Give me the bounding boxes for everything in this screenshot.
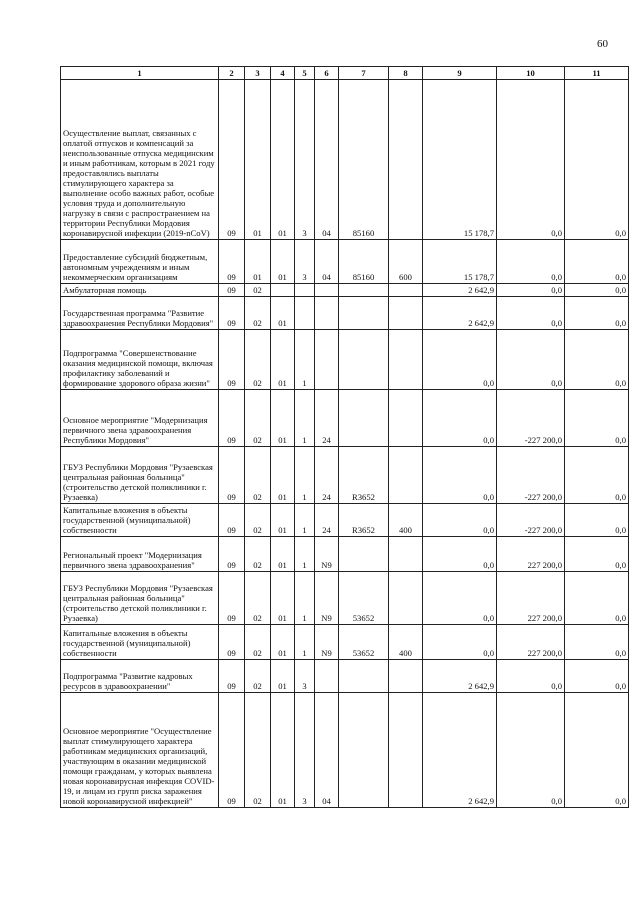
table-row [61,572,629,625]
cell-col-10: 227 200,0 [497,625,565,660]
column-header: 5 [295,67,315,80]
cell-col-4: 01 [271,693,295,808]
cell-col-8 [389,660,423,693]
table-row [61,297,629,330]
cell-col-11: 0,0 [565,80,629,240]
table-row [61,537,629,572]
cell-col-8: 600 [389,240,423,284]
cell-col-7 [339,693,389,808]
cell-col-8 [389,284,423,297]
table-row [61,80,629,240]
cell-col-2: 09 [219,504,245,537]
cell-col-4: 01 [271,504,295,537]
row-name: Подпрограмма "Развитие кадровых ресурсов в здравоохранении" [61,660,219,693]
cell-col-10: 0,0 [497,284,565,297]
cell-col-7: 53652 [339,572,389,625]
cell-col-11: 0,0 [565,447,629,504]
cell-col-10: 0,0 [497,693,565,808]
cell-col-7 [339,537,389,572]
cell-col-3: 02 [245,390,271,447]
cell-col-10: 0,0 [497,297,565,330]
cell-col-3: 02 [245,660,271,693]
cell-col-4: 01 [271,80,295,240]
column-header: 10 [497,67,565,80]
cell-col-6: 24 [315,390,339,447]
cell-col-3: 01 [245,240,271,284]
cell-col-7: 85160 [339,240,389,284]
column-header: 3 [245,67,271,80]
cell-col-11: 0,0 [565,240,629,284]
cell-col-6: N9 [315,572,339,625]
cell-col-4: 01 [271,537,295,572]
cell-col-3: 02 [245,447,271,504]
cell-col-5 [295,284,315,297]
cell-col-11: 0,0 [565,284,629,297]
row-name: Основное мероприятие "Осуществление выплат стимулирующего характера работникам медицинских организаций, участвующим в оказании медицинской помощи гражданам, у которых выявлена новая коронавирусная инфекция COVID-19, и лицам из групп риска заражения новой коронавирусной инфекцией" [61,693,219,808]
cell-col-2: 09 [219,537,245,572]
cell-col-7 [339,297,389,330]
cell-col-5 [295,297,315,330]
table-header-row [61,67,629,80]
cell-col-8 [389,572,423,625]
cell-col-5: 1 [295,447,315,504]
cell-col-11: 0,0 [565,504,629,537]
cell-col-7 [339,330,389,390]
row-name: Подпрограмма "Совершенствование оказания медицинской помощи, включая профилактику заболеваний и формирование здорового образа жизни" [61,330,219,390]
cell-col-10: -227 200,0 [497,447,565,504]
cell-col-10: 0,0 [497,80,565,240]
cell-col-6: 04 [315,240,339,284]
cell-col-10: 227 200,0 [497,537,565,572]
table-row [61,693,629,808]
cell-col-2: 09 [219,625,245,660]
cell-col-6: 24 [315,447,339,504]
table-row [61,660,629,693]
cell-col-9: 2 642,9 [423,693,497,808]
cell-col-3: 02 [245,504,271,537]
cell-col-9: 0,0 [423,330,497,390]
cell-col-10: -227 200,0 [497,504,565,537]
cell-col-5: 1 [295,390,315,447]
cell-col-10: 0,0 [497,330,565,390]
cell-col-11: 0,0 [565,297,629,330]
cell-col-3: 02 [245,537,271,572]
column-header: 11 [565,67,629,80]
cell-col-5: 3 [295,240,315,284]
cell-col-10: 227 200,0 [497,572,565,625]
row-name: Государственная программа "Развитие здравоохранения Республики Мордовия" [61,297,219,330]
table-row [61,284,629,297]
cell-col-4: 01 [271,660,295,693]
cell-col-11: 0,0 [565,330,629,390]
cell-col-7: R3652 [339,504,389,537]
cell-col-2: 09 [219,80,245,240]
column-header: 7 [339,67,389,80]
cell-col-6: N9 [315,625,339,660]
cell-col-5: 1 [295,537,315,572]
row-name: Капитальные вложения в объекты государственной (муниципальной) собственности [61,504,219,537]
cell-col-8 [389,297,423,330]
cell-col-9: 0,0 [423,572,497,625]
cell-col-7: 53652 [339,625,389,660]
cell-col-8 [389,537,423,572]
column-header: 2 [219,67,245,80]
cell-col-3: 02 [245,297,271,330]
cell-col-4 [271,284,295,297]
cell-col-9: 0,0 [423,390,497,447]
row-name: Основное мероприятие "Модернизация первичного звена здравоохранения Республики Мордовия" [61,390,219,447]
cell-col-2: 09 [219,297,245,330]
row-name: ГБУЗ Республики Мордовия "Рузаевская центральная районная больница" (строительство детской поликлиники г. Рузаевка) [61,447,219,504]
table-row [61,504,629,537]
cell-col-7 [339,390,389,447]
cell-col-3: 02 [245,572,271,625]
cell-col-9: 0,0 [423,625,497,660]
cell-col-2: 09 [219,284,245,297]
cell-col-5: 1 [295,572,315,625]
cell-col-6: 04 [315,80,339,240]
table-row [61,390,629,447]
cell-col-6 [315,284,339,297]
cell-col-6: 04 [315,693,339,808]
cell-col-8 [389,80,423,240]
cell-col-5: 1 [295,625,315,660]
cell-col-2: 09 [219,660,245,693]
cell-col-8 [389,330,423,390]
cell-col-9: 2 642,9 [423,284,497,297]
row-name: Амбулаторная помощь [61,284,219,297]
cell-col-9: 15 178,7 [423,80,497,240]
column-header: 6 [315,67,339,80]
cell-col-9: 0,0 [423,447,497,504]
cell-col-11: 0,0 [565,660,629,693]
row-name: ГБУЗ Республики Мордовия "Рузаевская центральная районная больница" (строительство детской поликлиники г. Рузаевка) [61,572,219,625]
page-number: 60 [597,38,608,50]
cell-col-8: 400 [389,625,423,660]
cell-col-11: 0,0 [565,537,629,572]
cell-col-10: 0,0 [497,240,565,284]
row-name: Региональный проект "Модернизация первичного звена здравоохранения" [61,537,219,572]
cell-col-6 [315,660,339,693]
cell-col-5: 3 [295,80,315,240]
cell-col-6 [315,330,339,390]
cell-col-2: 09 [219,240,245,284]
cell-col-7: 85160 [339,80,389,240]
budget-table [60,66,629,808]
table-row [61,447,629,504]
cell-col-11: 0,0 [565,625,629,660]
table-row [61,625,629,660]
cell-col-8 [389,390,423,447]
row-name: Осуществление выплат, связанных с оплатой отпусков и компенсаций за неиспользованные отпуска медицинским и иным работникам, которым в 2021 году предоставлялись выплаты стимулирующего характера за выполнение особо важных работ, особые условия труда и дополнительную нагрузку в связи с распространением на территории Республики Мордовия коронавирусной инфекции (2019-nCoV) [61,80,219,240]
cell-col-9: 15 178,7 [423,240,497,284]
cell-col-7 [339,284,389,297]
column-header: 9 [423,67,497,80]
column-header: 8 [389,67,423,80]
cell-col-5: 1 [295,504,315,537]
cell-col-6 [315,297,339,330]
cell-col-4: 01 [271,390,295,447]
cell-col-2: 09 [219,693,245,808]
row-name: Капитальные вложения в объекты государственной (муниципальной) собственности [61,625,219,660]
cell-col-4: 01 [271,447,295,504]
cell-col-11: 0,0 [565,390,629,447]
column-header: 4 [271,67,295,80]
row-name: Предоставление субсидий бюджетным, автономным учреждениям и иным некоммерческим организациям [61,240,219,284]
cell-col-9: 0,0 [423,537,497,572]
cell-col-3: 02 [245,693,271,808]
cell-col-2: 09 [219,572,245,625]
cell-col-5: 3 [295,660,315,693]
cell-col-11: 0,0 [565,572,629,625]
cell-col-2: 09 [219,447,245,504]
column-header: 1 [61,67,219,80]
cell-col-3: 02 [245,330,271,390]
cell-col-4: 01 [271,330,295,390]
cell-col-2: 09 [219,390,245,447]
cell-col-3: 01 [245,80,271,240]
cell-col-3: 02 [245,284,271,297]
cell-col-4: 01 [271,297,295,330]
cell-col-10: -227 200,0 [497,390,565,447]
cell-col-9: 2 642,9 [423,660,497,693]
cell-col-5: 3 [295,693,315,808]
cell-col-8 [389,447,423,504]
cell-col-8 [389,693,423,808]
table-row [61,330,629,390]
cell-col-10: 0,0 [497,660,565,693]
cell-col-9: 0,0 [423,504,497,537]
cell-col-4: 01 [271,240,295,284]
cell-col-6: 24 [315,504,339,537]
cell-col-5: 1 [295,330,315,390]
cell-col-2: 09 [219,330,245,390]
cell-col-11: 0,0 [565,693,629,808]
cell-col-3: 02 [245,625,271,660]
cell-col-7 [339,660,389,693]
cell-col-8: 400 [389,504,423,537]
cell-col-7: R3652 [339,447,389,504]
cell-col-9: 2 642,9 [423,297,497,330]
cell-col-4: 01 [271,572,295,625]
cell-col-6: N9 [315,537,339,572]
table-row [61,240,629,284]
cell-col-4: 01 [271,625,295,660]
